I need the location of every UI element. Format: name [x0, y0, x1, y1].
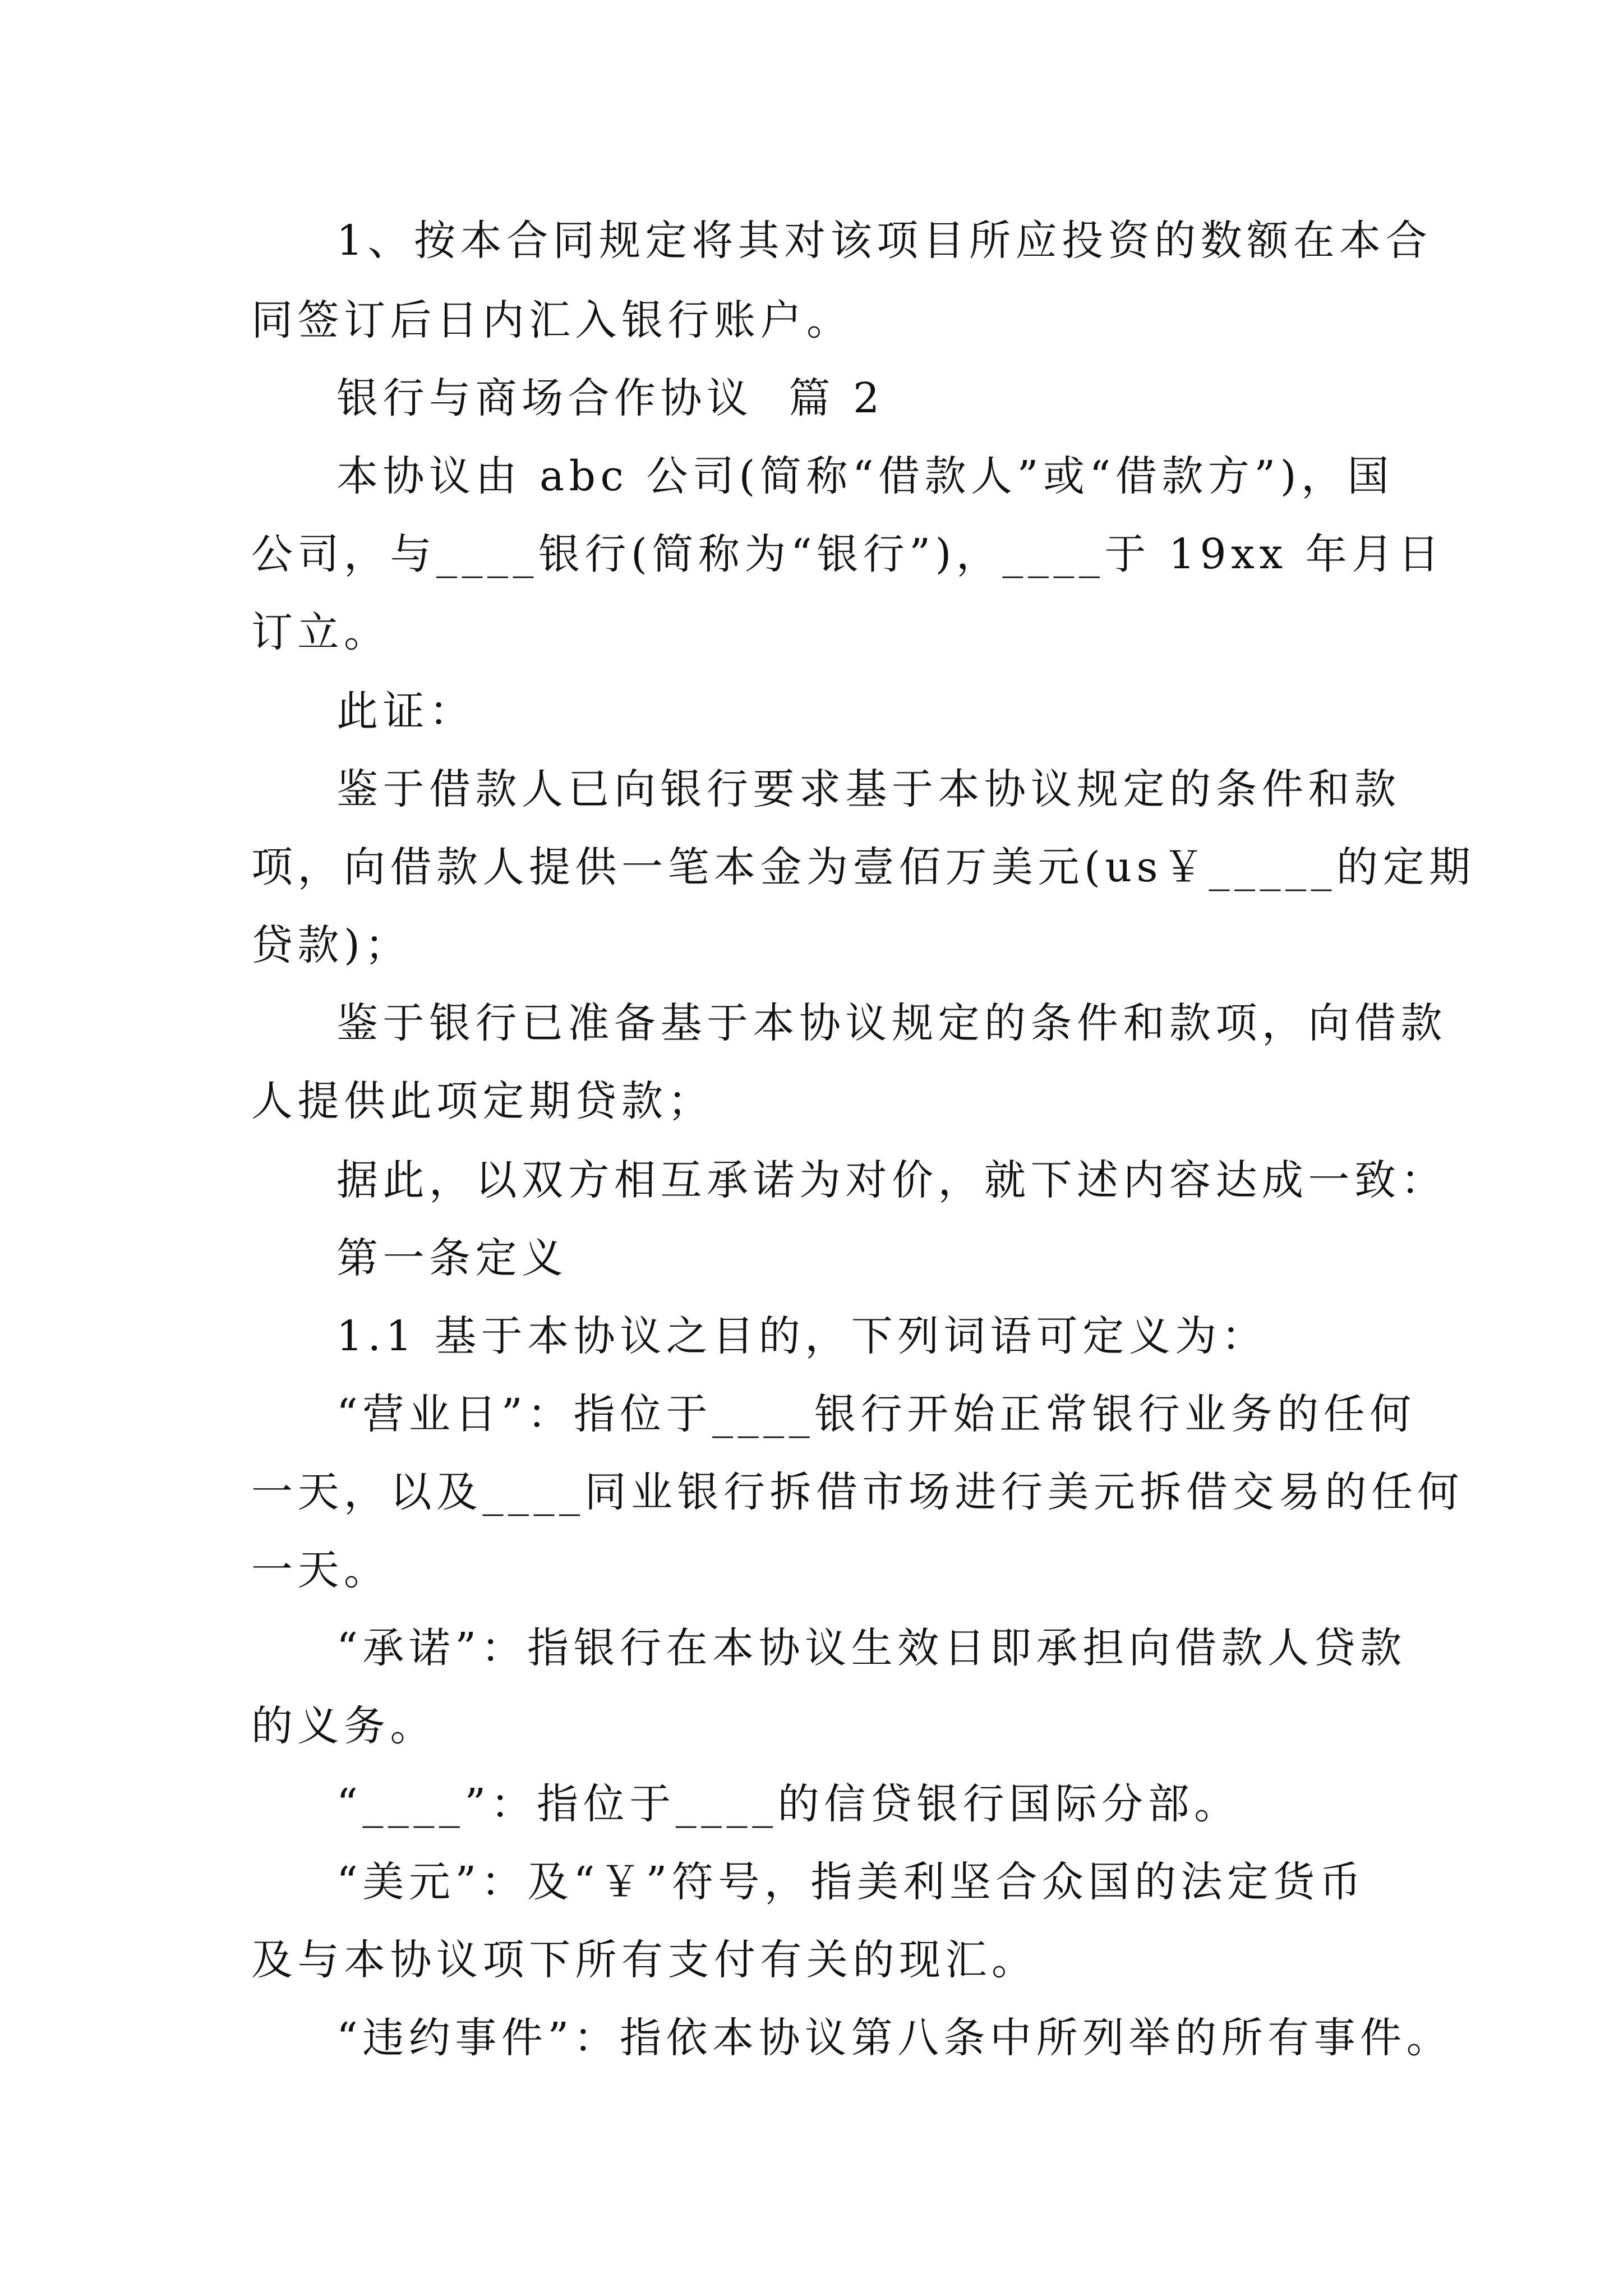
paragraph-line: 项，向借款人提供一笔本金为壹佰万美元(us￥_____的定期: [251, 843, 1476, 891]
paragraph-line: 本协议由 abc 公司(简称“借款人”或“借款方”)，国: [336, 452, 1394, 500]
paragraph-line: 贷款)；: [251, 921, 411, 969]
paragraph-line: 及与本协议项下所有支付有关的现汇。: [251, 1936, 1038, 1984]
paragraph-line: 订立。: [251, 608, 390, 656]
paragraph-line: “____”：指位于____的信贷银行国际分部。: [336, 1780, 1241, 1828]
paragraph-line: 一天。: [251, 1546, 390, 1594]
article-heading: 第一条定义: [336, 1234, 568, 1282]
paragraph-line: 一天，以及____同业银行拆借市场进行美元拆借交易的任何: [251, 1468, 1464, 1516]
section-heading: 银行与商场合作协议 篇 2: [336, 374, 884, 422]
paragraph-line: 鉴于银行已准备基于本协议规定的条件和款项，向借款: [336, 999, 1447, 1047]
paragraph-line: “违约事件”：指依本协议第八条中所列举的所有事件。: [336, 2014, 1453, 2062]
paragraph-line: 1、按本合同规定将其对该项目所应投资的数额在本合: [336, 217, 1432, 265]
paragraph-line: “营业日”：指位于____银行开始正常银行业务的任何: [336, 1390, 1416, 1438]
paragraph-line: “承诺”：指银行在本协议生效日即承担向借款人贷款: [336, 1624, 1407, 1672]
paragraph-line: 鉴于借款人已向银行要求基于本协议规定的条件和款: [336, 765, 1401, 813]
paragraph-line: “美元”：及“￥”符号，指美利坚合众国的法定货币: [336, 1858, 1366, 1906]
paragraph-line: 公司，与____银行(简称为“银行”)，____于 19xx 年月日: [251, 530, 1445, 578]
paragraph-line: 同签订后日内汇入银行账户。: [251, 296, 853, 344]
paragraph-line: 1.1 基于本协议之目的，下列词语可定义为：: [336, 1312, 1268, 1360]
paragraph-line: 的义务。: [251, 1702, 436, 1750]
paragraph-line: 人提供此项定期贷款；: [251, 1077, 714, 1125]
paragraph-line: 据此，以双方相互承诺为对价，就下述内容达成一致：: [336, 1156, 1447, 1204]
paragraph-line: 此证：: [336, 687, 476, 735]
